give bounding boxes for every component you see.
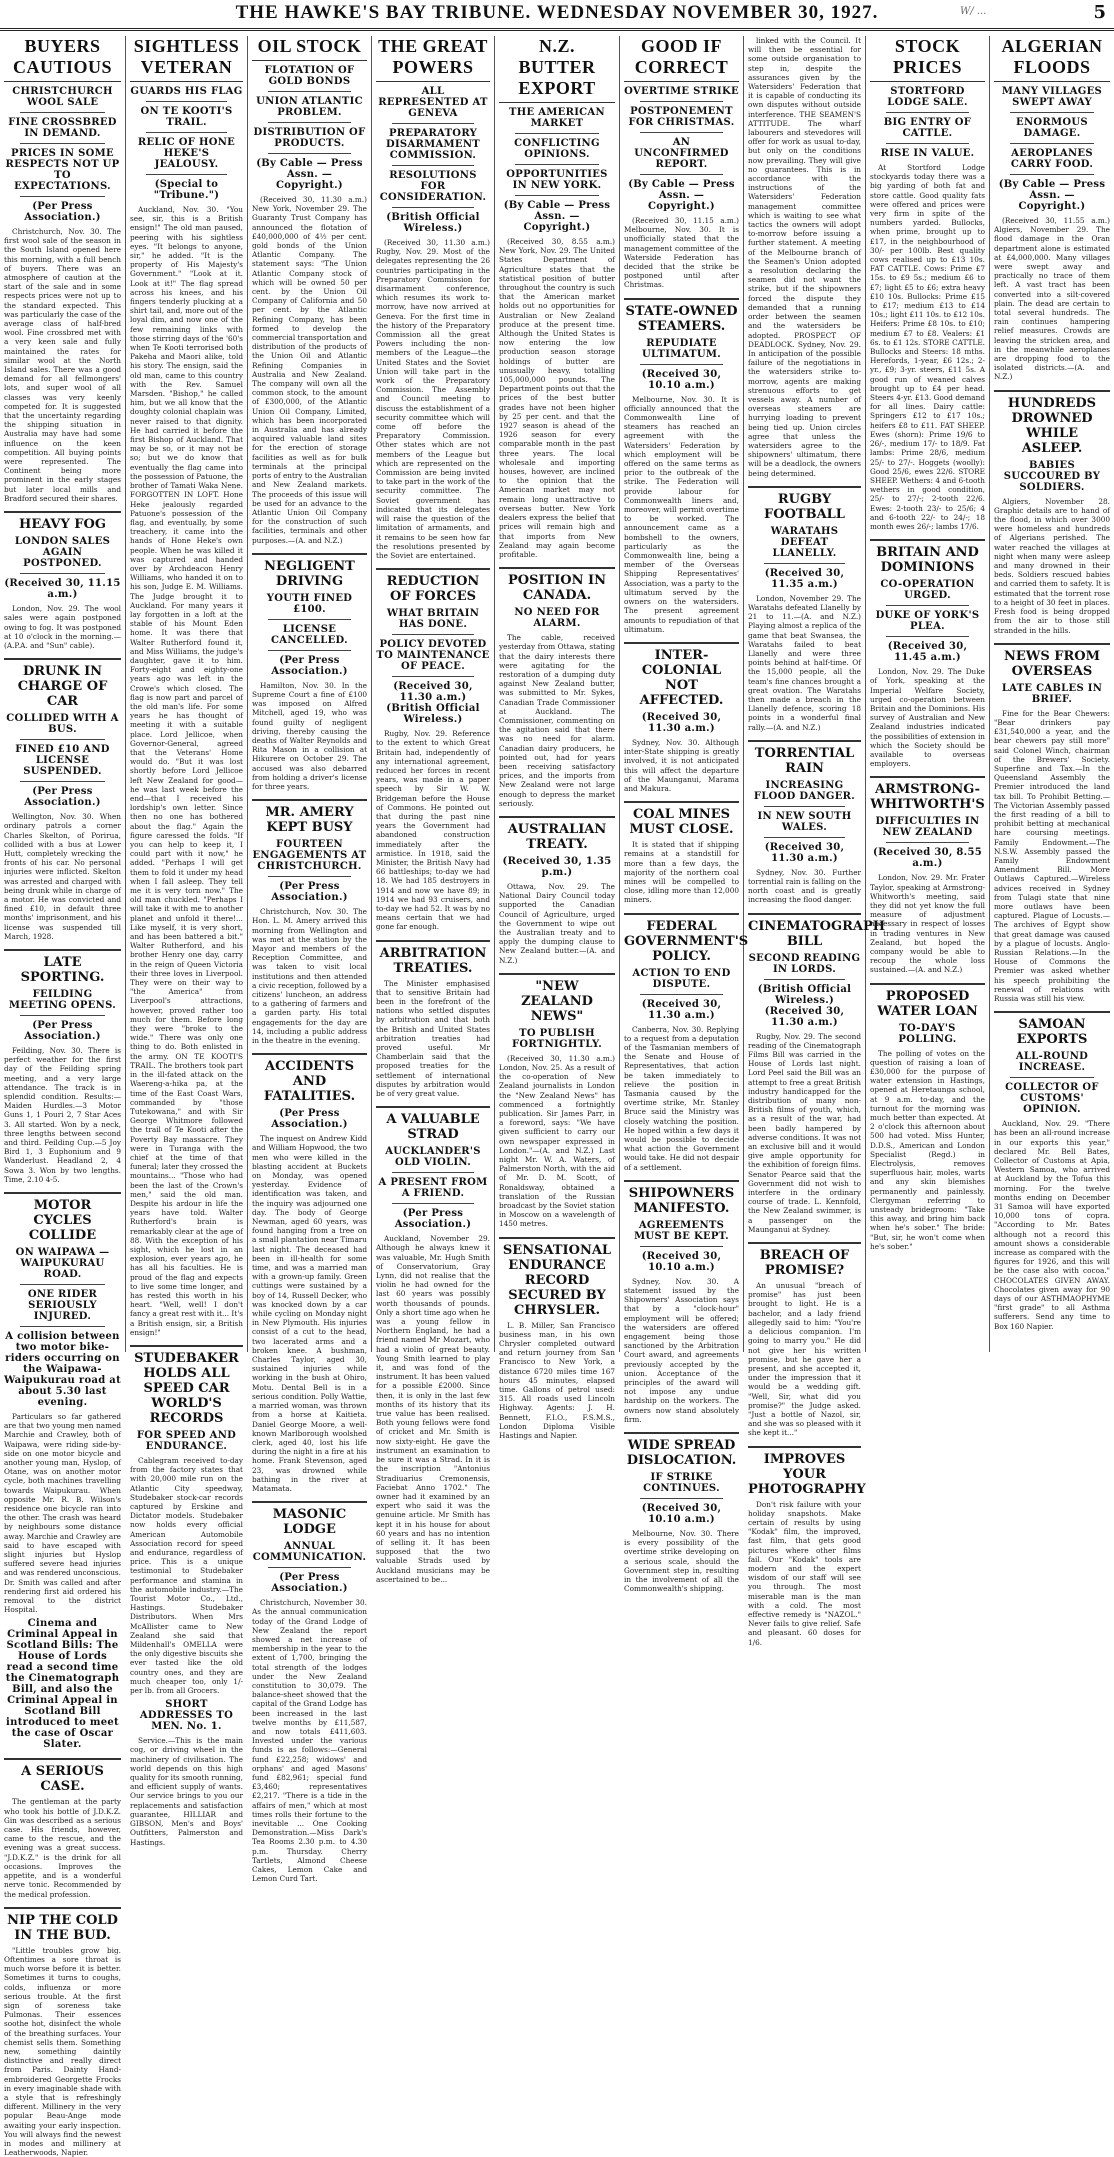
masthead-title: THE HAWKE'S BAY TRIBUNE. WEDNESDAY NOVEMBER 30, 1927. (235, 2, 879, 23)
article-subheading: BIG ENTRY OF CATTLE. (883, 117, 972, 139)
article-body: London, Nov. 29. The wool sales were again postponed owing to fog. It was postponed at 10 o'clock in the morning.—(A.P.A. and "Sun" cable). (4, 604, 121, 650)
divider (515, 195, 599, 196)
divider (268, 122, 351, 123)
article-body: Sydney, Nov. 30. Although inter-State shipping is greatly involved, it is not anticipated this will affect the departure of the Maunganui, Marama and Makura. (624, 737, 739, 793)
column-6 (620, 36, 749, 1594)
column-9 (990, 36, 1114, 1352)
article-headline: ALGERIAN FLOODS (994, 36, 1110, 82)
article-body: Ottawa, Nov. 29. The National Dairy Council today supported the Canadian Council of Agriculture, urged the Government to wipe out the Australian treaty and to apply the dumping clause to New Zealand butter.—(A. and N.Z.) (499, 881, 615, 965)
article-body: Particulars so far gathered are that two young men named Marchie and Crawley, both of Waipawa, were riding side-by-side on one motor bicycle and another young man, Hyslop, of Otane, was on another motor cycle, both machines travelling towards Waipukurau. When opposite Mr. R. B. Wilson's residence one bicycle ran into the other. The crash was heard by neighbours some distance away. Marchie and Crawley are said to have escaped with slight injuries but Hyslop suffered severe head injuries and was rendered unconscious. Dr. Smith was called and after rendering first aid ordered his removal to the district Hospital. (4, 1412, 121, 1615)
article-headline: ACCIDENTS AND FATALITIES. (252, 1053, 367, 1104)
divider (764, 806, 845, 807)
article-subheading: (Received 30, 11.30 a.m.) (641, 998, 722, 1021)
article-body: The inquest on Andrew Kidd and William Hopwood, the two men who were killed in the blasting accident at Buckets on Monday, was opened yesterday. Evidence of identification was taken, and the inquiry was adjourned one day. The body of George Newman, aged 60 years, was found hanging from a tree on a small plantation near Timaru last night. The deceased had been in ill-health for some time, and was a married man with a grown-up family. Green cuttings were sustained by a boy of 14, Russell Decker, who was knocked down by a car while cycling on Monday night in New Plymouth. His injuries consist of a cut to the head, two lacerated arms and a broken knee. A bushman, Charles Taylor, aged 30, sustained injuries while working in the bush at Ohiro, Motu. Dental Bell is in a serious condition. Polly Wattie, a married woman, was thrown from a horse at Kaitieta. Daniel George Moore, a well-known Marlborough woolshed clerk, aged 40, lost his life during the night in a fire at his home. Frank Stevenson, aged 23, was drowned while bathing in the river at Matamata. (252, 1134, 367, 1493)
article-body: (Received 30, 8.55 a.m.) New York, Nov. 29. The United States Department of Agriculture states that the statistical position of butter throughout the country is such that the American market holds out no opportunities for Australian or New Zealand produce at the present time. Although the United States is now entering the low production season storage holdings of butter are unusually heavy, totalling 105,000,000 pounds. The Department points out that the prices of the best butter grades have not been higher by 25 per cent. and that the 1927 season is ahead of the 1926 season for every comparable month in the past three years. The local wholesale and importing houses, however, are inclined to the opinion that the American market may not remain long unattractive to overseas butter. New York dealers express the belief that prices will remain high and that imports from New Zealand may again become profitable. (499, 237, 615, 559)
article-subheading: FLOTATION OF GOLD BONDS (264, 65, 355, 87)
article-subheading: (Per Press Association.) (394, 1208, 472, 1231)
article-subheading: BABIES SUCCOURED BY SOLDIERS. (1003, 459, 1101, 493)
article-body: Christchurch, November 30. As the annual communication today of the Grand Lodge of New Zealand the report showed a net increase of membership in the year to the extent of 1,700, bringing the total strength of the lodges under the New Zealand constitution to 30,079. The balance-sheet showed that the capital of the Grand Lodge has been increased in the last twelve months by £11,587, and now totals £411,603. Invested under the various funds is as follows:—General fund £22,258; widows' and orphans' and aged Masons' fund £82,961; special fund £3,460; representatives £2,217. "There is a tide in the affairs of men," which at most times rolls their fortune to the inevitable ... One Cooking Demonstration.—Miss Dark's Tea Rooms 2.30 p.m. to 4.30 p.m. Thursday. Cherry Tartlets, Almond Cheese Cakes, Lemon Cake and Lemon Curd Tart. (252, 1598, 367, 1884)
article-headline: STOCK PRICES (870, 36, 985, 82)
article-subheading: INCREASING FLOOD DANGER. (753, 779, 856, 802)
article-subheading: (By Cable — Press Assn. — Copyright.) (628, 179, 735, 212)
article-subheading: AUCKLANDER'S OLD VIOLIN. (385, 1146, 481, 1169)
article-subheading: (British Official Wireless.) (Received 30, 11.30 a.m.) (757, 983, 852, 1028)
divider (764, 563, 845, 564)
article-headline: BUYERS CAUTIOUS (4, 36, 121, 82)
article-subheading: SHORT ADDRESSES TO MEN. No. 1. (139, 1699, 234, 1733)
article-subheading: FEILDING MEETING OPENS. (8, 988, 117, 1011)
divider (392, 1203, 474, 1204)
article-body: Auckland, Nov. 29. "There has been an all-round increase in our exports this year," declared Mr. Bell Bates, Collector of Customs at Apia, Western Samoa, who arrived at Auckland by the Tofua this morning. For the twelve months ending on December 31 Samoa will have exported 10,000 tons of copra. "According to Mr. Bates although not a record this amount shows a considerable increase as compared with the figures for 1926, and this will be the case also with cocoa." CHOCOLATES GIVEN AWAY. Chocolates given away for 90 days of our ASTHMAOPHYME "first grade" to all Asthma sufferers. Send any time to Box 160 Napier. (994, 1119, 1110, 1331)
article-body: Don't risk failure with your holiday snapshots. Make certain of results by using "Kodak" film, the improved, fast film, that gets good pictures where other films fail. Our "Kodak" tools are modern and the expert wisdom of our staff will see you through. The most miserable man is the man with a cold. The most effective remedy is "NAZOL." Never fails to give relief. Safe and pleasant. 60 doses for 1/6. (748, 1499, 861, 1647)
article-subheading: LONDON SALES AGAIN POSTPONED. (14, 536, 111, 570)
article-subheading: RESOLUTIONS FOR CONSIDERATION. (379, 170, 487, 203)
divider (886, 636, 969, 637)
article-headline: TORRENTIAL RAIN (748, 740, 861, 776)
article-subheading: UNION ATLANTIC PROBLEM. (256, 96, 363, 118)
article-subheading: POSTPONEMENT FOR CHRISTMAS. (628, 106, 735, 128)
article-subheading: OVERTIME STRIKE (624, 86, 739, 97)
article-headline: N.Z. BUTTER EXPORT (499, 36, 615, 103)
article-subheading: DIFFICULTIES IN NEW ZEALAND (875, 816, 980, 839)
article-body: Feilding, Nov. 30. There is perfect weather for the first day of the Feilding spring meeting, and a very large attendance. The track is in splendid condition. Results:— Maiden Hurdles.—3 Motor Guns 1, 1 Pouri 2, 7 Star Aces 3. All started. Won by a neck, three lengths between second and third. Feilding Cup.—5 Joy Bird 1, 3 Euphonium and 9 Wanderlust. Headland 2, 4 Sowa 3. Won by two lengths. Time, 2.10 4-5. (4, 1045, 121, 1184)
article-headline: SAMOAN EXPORTS (994, 1011, 1110, 1047)
column-5 (495, 36, 620, 1441)
article-subheading: (Received 30, 11.15 a.m.) (4, 578, 121, 601)
article-body: At Stortford Lodge stockyards today there was a big yarding of both fat and store cattle. Good quality fats were offered and prices were very firm in spite of the numbers yarded. Bullocks, when prime, brought up to £17, in the neighbourhood of 30/- per 100lb. Best quality cows realised up to £13 10s. FAT CATTLE. Cows: Prime £7 15s. to £9 5s.; medium £6 to £7; light £5 to £6; extra heavy £10 10s. Bullocks: Prime £15 to £17; medium £13 to £14 10s.; light £11 10s. to £12 10s. Heifers: Prime £8 10s. to £10; medium £7 to £8. Vealers: £1 6s. to £1 12s. STORE CATTLE. Bullocks and Steers: 18 mths. Herefords, 1-year, £6 12s.; 2-yr., £9; 3-yr. steers, £11 5s. A good run of weaned calves brought up to £4 per head. Steers 4-yr. £13. Good demand for all lines. Dairy cattle: Springers £12 to £17 10s.; heifers £8 to £11. FAT SHEEP. Ewes (shorn): Prime 19/6 to 26/-, medium 17/- to 18/9. Fat lambs: Prime 28/6, medium 25/- to 27/-. Hoggets (woolly): Good 25/6, ewes 22/6. STORE SHEEP. Wethers: 4 and 6-tooth wethers in good condition, 25/- to 27/-; 2-tooth 22/6. Ewes: 2-tooth 23/- to 25/6; 4 and 6-tooth 22/- to 24/-; 18 month ewes 26/-; lambs 17/6. (870, 163, 985, 531)
article-subheading: MANY VILLAGES SWEPT AWAY (1001, 86, 1103, 108)
article-subheading: ALL REPRESENTED AT GENEVA (378, 86, 488, 119)
article-subheading: AN UNCONFIRMED REPORT. (634, 137, 729, 170)
article-subheading: CONFLICTING OPINIONS. (514, 138, 600, 160)
article-subheading: ACTION TO END DISPUTE. (632, 967, 731, 990)
divider (886, 143, 969, 144)
divider (268, 1567, 351, 1568)
divider (268, 650, 351, 651)
divider (20, 112, 105, 113)
divider (392, 207, 474, 208)
article-subheading: (Per Press Association.) (24, 786, 101, 809)
article-body: Wellington, Nov. 30. When ordinary patrols a corner Charles Skelton, of Porirua, collided with a bus at Lower Hutt, completely wrecking the fronts of his car. No personal injuries were inflicted. Skelton was arrested and charged with being drunk while in charge of a motor. He was convicted and fined £10, in default three months' imprisonment, and his license was suspended till March, 1928. (4, 812, 121, 941)
article-subheading: (Per Press Association.) (24, 1019, 101, 1042)
article-subheading: Cinema and Criminal Appeal in Scotland Bills: The House of Lords read a second time the Cinematograph Bill, and also the Criminal Appeal in Scotland Bill introduced to meet the case of Oscar Slater. (5, 1618, 120, 1751)
divider (20, 1284, 105, 1285)
article-headline: DRUNK IN CHARGE OF CAR (4, 658, 121, 709)
article-subheading: (Received 30, 10.10 a.m.) (641, 368, 722, 391)
divider (640, 174, 723, 175)
divider (640, 1246, 723, 1247)
article-body: The gentleman at the party who took his bottle of J.D.K.Z. Gin was described as a serious case. His friends, however, came to the rescue, and the evening was a great success. "J.D.K.Z." is the drink for all occasions. Improves the appetite, and is a wonderful nerve tonic. Recommended by the medical profession. (4, 1797, 121, 1899)
article-subheading: (Per Press Association.) (271, 1572, 348, 1595)
article-subheading: (Per Press Association.) (271, 881, 348, 904)
divider (20, 1326, 105, 1327)
article-subheading: WHAT BRITAIN HAS DONE. (386, 608, 480, 631)
article-headline: AUSTRALIAN TREATY. (499, 816, 615, 852)
divider (640, 364, 723, 365)
article-headline: WIDE SPREAD DISLOCATION. (624, 1432, 739, 1468)
divider (1010, 1077, 1094, 1078)
article-body: Fine for the Bear Chewers: "Bear drinkers pay £31,540,000 a year, and the bear chewers pay still more" said Colonel Winch, chairman of the Brewers' Society. Superfine and Tax.—In the Queensland Assembly the Premier introduced the land tax bill. To Prohibit Betting.—The Victorian Assembly passed the first reading of a bill to prohibit betting at mechanical hare coursing meetings. Family Endowment.—The N.S.W. Assembly passed the Family Endowment Amendment Bill. More Outlaws Captured.—Wireless advices received in Sydney from Tulagi state that nine more outlaws have been captured. Plague of Locusts.—The archives of Egypt show that great damage was caused by a plague of locusts. Anglo-Russian Relations.—In the House of Commons the Premier was asked whether his speech prohibiting the renewal of relations with Russia was still his view. (994, 708, 1110, 1003)
article-subheading: FINE CROSSBRED IN DEMAND. (8, 117, 117, 139)
article-subheading: FINED £10 AND LICENSE SUSPENDED. (15, 744, 110, 778)
page-number: 5 (1093, 2, 1106, 23)
divider (146, 174, 227, 175)
article-subheading: (Received 30, 11.30 a.m.) (British Official Wireless.) (386, 681, 480, 726)
article-body: Christchurch, Nov. 30. The first wool sale of the season in the South Island opened here this morning, with a full bench of buyers. There was an atmosphere of caution at the start of the sale and in some respects prices were not up to the standard expected. This was particularly the case of the average class of half-bred wool. Fine crossbred met with a very keen sale and fully maintained the rates for similar wool at the North Island sales. There was a good demand for all fellmongers' lots, and super wool of all classes was very keenly competed for. It is suggested that the uncertainty regarding the shipping situation in Australia may have had some influence on the keen competition. All buying points were represented. The Continent being more prominent in the early stages but later local mills and Bradford secured their shares. (4, 227, 121, 503)
article-body: Rugby, Nov. 29. The second reading of the Cinematograph Films Bill was carried in the House of Lords last night. Lord Peel said the Bill was an attempt to free a great British industry handicapped for the distribution of many non-British films of youth, which, as a result of the war, had been badly hampered by adverse conditions. It was not an exclusive bill and it would give ample opportunity for the exhibition of foreign films. Senator Pearce said that the Government did not wish to interfere in the ordinary course of trade. L. Kennfold, the New Zealand swimmer, is a passenger on the Maunganui at Sydney. (748, 1031, 861, 1234)
article-subheading: COLLIDED WITH A BUS. (6, 713, 119, 736)
article-headline: CINEMATOGRAPH BILL (748, 913, 861, 949)
article-body: Christchurch, Nov. 30. The Hon. L. M. Amery arrived this morning from Wellington and was met at the station by the Mayor and members of the Reception Committee, and was taken to visit local institutions and then attended a civic reception, followed by a citizens' luncheon, an address to a gathering of farmers and a garden party. His total engagements for the day are 14, including a public address in the theatre in the evening. (252, 907, 368, 1045)
article-body: The Minister emphasised that to sensitive Britain had been in the forefront of the nations who settled disputes by arbitration and that both the British and United States arbitration treaties had proved useful. Mr Chamberlain said that the proposed treaties for the settlement of international disputes by arbitration would be of very great value. (376, 978, 490, 1099)
article-body: Cablegram received to-day from the factory states that with 20,000 mile run on the Atlantic City speedway, Studebaker stock-car records captured by Erskine and Dictator models. Studebaker now holds every official American Automobile Association record for speed and endurance, regardless of price. This is a unique testimonial to Studebaker performance and stamina in the automobile industry.—The Tourist Motor Co., Ltd., Hastings. Studebaker Distributors. When Mrs McAllister came to New Zealand she said that Mildenhall's OMELLA were the only digestive biscuits she ever tasted like the old country ones, and they are much cheaper too, only 1/- per lb. from all Grocers. (130, 1455, 243, 1696)
divider (886, 112, 969, 113)
divider (20, 573, 105, 574)
article-body: (Received 30, 11.30 a.m.) Rugby, Nov. 29. Most of the delegates representing the 26 countries participating in the Preparatory Commission for disarmament conference, which resumes its work to-morrow, have now arrived at Geneva. For the first time in the history of the Preparatory Commission all the great Powers including the non-members of the League—the United States and the Soviet Union will take part in the work of the Preparatory Commission. The Assembly and Council meeting to discuss the establishment of a security committee which will come off before the Preparatory Commission. Other states which are not members of the League but which are represented on the Commission are being invited to take part in the work of the security committee. The Soviet government has indicated that its delegates will raise the question of the limitation of armaments, and it remains to be seen how far the resolutions presented by the Soviet are entertained. (376, 238, 490, 560)
article-headline: HUNDREDS DROWNED WHILE ASLEEP. (994, 390, 1110, 456)
column-8 (866, 36, 990, 1352)
article-subheading: SECOND READING IN LORDS. (748, 952, 861, 975)
column-3 (248, 36, 372, 1884)
article-subheading: IN NEW SOUTH WALES. (757, 810, 852, 833)
masthead (0, 0, 1114, 31)
article-headline: FEDERAL GOVERNMENT'S POLICY. (624, 913, 739, 964)
article-headline: MASONIC LODGE (252, 1501, 367, 1537)
divider (1010, 112, 1094, 113)
article-headline: STUDEBAKER HOLDS ALL SPEED CAR WORLD'S RECORDS (130, 1345, 243, 1426)
article-subheading: DUKE OF YORK'S PLEA. (875, 610, 980, 633)
article-headline: NEWS FROM OVERSEAS (994, 643, 1110, 679)
article-headline: SHIPOWNERS MANIFESTO. (624, 1180, 739, 1216)
article-headline: IMPROVES YOUR PHOTOGRAPHY (748, 1446, 861, 1497)
article-subheading: ONE RIDER SERIOUSLY INJURED. (27, 1289, 98, 1322)
article-headline: COAL MINES MUST CLOSE. (624, 801, 739, 837)
divider (764, 979, 845, 980)
article-body: L. B. Miller, San Francisco business man, in his own Chrysler completed outward and return journey from San Francisco to New York, a distance 6720 miles time 167 hours 45 minutes, elapsed time. Gallons of petrol used: 315. All roads used Lincoln Highway. Agents: J. H. Bennett, F.I.O., F.S.M.S., London Diploma Visible Hastings and Napier. (499, 1320, 615, 1441)
article-subheading: RISE IN VALUE. (880, 148, 975, 159)
article-body: An unusual "breach of promise" has just been brought to light. He is a bachelor, and a lady friend allegedly said to him: "You're a delicious companion. I'm going to marry you." He did not give her his written promise, but he gave her a present, and she accepted it, under the impression that it would be a wedding gift. "Well, Sir, what did you promise?" the Judge asked. "Just a bottle of Nazol, sir, and she was so pleased with it she kept it..." (748, 1281, 861, 1438)
article-subheading: PRICES IN SOME RESPECTS NOT UP TO EXPECTATIONS. (5, 148, 120, 192)
divider (268, 153, 351, 154)
article-subheading: (Per Press Association.) (271, 1108, 348, 1131)
article-body: (Received 30, 11.30 a.m.) London, Nov. 25. As a result of the co-operation of New Zealand journalists in London the "New Zealand News" has commenced a fortnightly publication. Sir James Parr, in a foreword, says: "We have given sufficient to carry our own newspaper expressed in London."—(A. and N.Z.) Last night Mr. W. A. Waters, of Palmerston North, with the aid of Mr. D. M. Scott, of Ronaldsway, obtained a translation of the Russian broadcast by the Soviet station in Moscow on a wavelength of 1450 metres. (499, 1053, 615, 1229)
article-subheading: WARATAHS DEFEAT LLANELLY. (770, 525, 839, 559)
article-headline: NIP THE COLD IN THE BUD. (4, 1907, 121, 1943)
article-subheading: (By Cable — Press Assn. — Copyright.) (256, 158, 363, 191)
article-subheading: (By Cable — Press Assn. — Copyright.) (503, 200, 611, 233)
article-subheading: A PRESENT FROM A FRIEND. (378, 1177, 488, 1200)
article-body: Melbourne, Nov. 30. There is every possibility of the overtime strike developing on a serious scale, should the Government step in, resulting in the involvement of all the Commonwealth's shipping. (624, 1529, 739, 1594)
article-subheading: (Received 30, 11.30 a.m.) (764, 841, 845, 864)
article-body: It is stated that if shipping remains at a standstill for more than a few days, the majority of the northern coal mines will be compelled to close, idling more than 12,000 miners. (624, 840, 739, 905)
divider (886, 842, 969, 843)
divider (764, 837, 845, 838)
divider (640, 132, 723, 133)
article-subheading: RELIC OF HONE HEKE'S JEALOUSY. (137, 137, 236, 170)
article-body: The cable, received yesterday from Ottawa, stating that the dairy interests there were agitating for the restoration of a dumping duty against New Zealand butter, was submitted to Mr. Sykes, Canadian Trade Commissioner at Auckland. The Commissioner, commenting on the agitation said that there was no need for alarm. Canadian dairy producers, he pointed out, had for years been receiving satisfactory prices, and the imports from New Zealand were not large enough to depress the market seriously. (499, 633, 615, 808)
article-subheading: ON WAIPAWA — WAIPUKURAU ROAD. (15, 1247, 110, 1280)
article-headline: LATE SPORTING. (4, 949, 121, 985)
divider (392, 634, 474, 635)
article-headline: INTER-COLONIAL NOT AFFECTED. (624, 642, 739, 708)
article-headline: PROPOSED WATER LOAN (870, 983, 985, 1019)
divider (1010, 174, 1094, 175)
article-body: Rugby, Nov. 29. Reference to the extent to which Great Britain had, independently of any international agreement, reduced her forces in recent years, was made in a paper speech by Sir W. W. Bridgeman before the House of Commons. He pointed out that during the past nine years the Government had abandoned construction immediately after the armistice. In 1918, said the Minister, the British Navy had 66 battleships; to-day we had 18. We had 185 destroyers in 1914 and now we have 89; in 1914 we had 93 cruisers, and to-day we had 52. It was by no means certain that we had gone far enough. (376, 729, 490, 932)
divider (392, 1172, 474, 1173)
article-subheading: CO-OPERATION URGED. (880, 579, 975, 602)
article-subheading: ENORMOUS DAMAGE. (1016, 117, 1088, 139)
article-body: London, Nov. 29. Mr. Frater Taylor, speaking at Armstrong-Whitworth's meeting, said they did not yet know the full measure of adjustment necessary in respect of losses in trading ventures in New Zealand, but hoped the company would be able to recoup the whole loss sustained.—(A. and N.Z.) (870, 873, 985, 975)
article-headline: HEAVY FOG (4, 511, 121, 532)
article-body: Algiers, November 28. Graphic details are to hand of the flood, in which over 3000 were homeless and hundreds of Algerians perished. The water reached the villages at night when many were asleep and many drowned in their beds. Soldiers rescued babies and carried them to safety. It is estimated that the torrent rose to a height of 30 feet in places. Fresh food is being dropped from the air to those still stranded in the hills. (994, 496, 1110, 635)
article-subheading: POLICY DEVOTED TO MAINTENANCE OF PEACE. (376, 639, 490, 673)
article-headline: REDUCTION OF FORCES (376, 568, 490, 604)
column-7 (744, 36, 886, 1647)
divider (886, 605, 969, 606)
column-1 (0, 36, 126, 2157)
article-headline: MR. AMERY KEPT BUSY (252, 799, 367, 835)
article-subheading: (Per Press Association.) (24, 201, 101, 223)
divider (515, 164, 599, 165)
article-subheading: (Received 30, 10.10 a.m.) (641, 1250, 722, 1273)
article-headline: GOOD IF CORRECT (624, 36, 739, 82)
article-subheading: IF STRIKE CONTINUES. (643, 1472, 720, 1495)
article-subheading: (Received 30, 11.30 a.m.) (641, 711, 722, 734)
article-subheading: (Received 30, 8.55 a.m.) (873, 847, 982, 870)
article-subheading: (Received 30, 10.10 a.m.) (641, 1503, 722, 1526)
article-headline: STATE-OWNED STEAMERS. (624, 298, 739, 334)
divider (1010, 143, 1094, 144)
divider (20, 739, 105, 740)
article-subheading: COLLECTOR OF CUSTOMS' OPINION. (1005, 1082, 1099, 1116)
divider (640, 101, 723, 102)
divider (20, 781, 105, 782)
article-body: Sydney, Nov. 30. Further torrential rain is falling on the north coast and is greatly increasing the flood danger. (748, 867, 861, 905)
article-subheading: AGREEMENTS MUST BE KEPT. (634, 1219, 729, 1242)
article-subheading: (Per Press Association.) (271, 654, 348, 677)
article-body: "Little troubles grow big. Oftentimes a sore throat is much worse before it is better. Sometimes it turns to coughs, colds, influenza or more serious trouble. At the first sign of soreness take Pulmonas. Their essences soothe hot, disinfect the whole of the breathing surfaces. Your chemist sells them. Something new, something daintily distinctive and really direct from Paris. Dainty Hand-embroidered Georgette Frocks in every imaginable shade with a style that is refreshingly different. Millinery in the very popular Beau-Ange mode awaiting your early inspection. You will always find the newest in modes and millinery at Leatherwoods, Napier. (4, 1945, 121, 2157)
article-subheading: DISTRIBUTION OF PRODUCTS. (253, 127, 366, 149)
article-subheading: TO-DAY'S POLLING. (898, 1022, 957, 1045)
newspaper-columns (0, 36, 1114, 2157)
article-subheading: (Received 30, 1.35 p.m.) (502, 855, 612, 878)
article-subheading: CHRISTCHURCH WOOL SALE (12, 86, 113, 108)
divider (640, 994, 723, 995)
article-headline: SENSATIONAL ENDURANCE RECORD SECURED BY CHRYSLER. (499, 1237, 615, 1318)
article-headline: POSITION IN CANADA. (499, 567, 615, 603)
divider (146, 132, 227, 133)
article-subheading: LATE CABLES IN BRIEF. (1001, 682, 1103, 705)
article-headline: A SERIOUS CASE. (4, 1758, 121, 1794)
divider (392, 165, 474, 166)
article-body: The polling of votes on the question of raising a loan of £30,000 for the purpose of water extension in Hastings, opened at Heretaunga school, at 9 a.m. to-day, and the turnout for the morning was much better than expected. At 2 o'clock this afternoon about 500 had voted. Miss Hunter, D.D.S., American and London Specialist (Regd.) in Electrolysis, removes superfluous hair, moles, warts and any skin blemishes permanently and painlessly. Clergyman referring to unsteady bridegroom: "Take this away, and bring him back when he's sober." The bride: "But, sir, he won't come when he's sober." (870, 1048, 985, 1251)
article-subheading: NO NEED FOR ALARM. (514, 607, 600, 630)
article-body: Hamilton, Nov. 30. In the Supreme Court a fine of £100 was imposed on Alfred Mitchell, aged 19, who was found guilty of negligent driving, thereby causing the deaths of Walter Reynolds and Rita Mason in a collision at Hikurere on October 29. The accused was also debarred from holding a driver's license for three years. (252, 680, 367, 791)
handwritten-scribble: W/ ... (960, 6, 987, 17)
article-body: linked with the Council. It will then be essential for some outside organisation to step in, despite the assurances given by the Watersiders' Federation that it is capable of conducting its own disputes without outside interference. THE SEAMEN'S ATTITUDE. The wharf labourers and stevedores will offer for work as usual to-day, but only on the conditions now prevailing. They will give no guarantees. This is in accordance with the instructions of the Watersiders' Federation management committee which is waiting to see what tactics the owners will adopt to-morrow before issuing a further statement. A meeting of the Melbourne branch of the Seamen's Union adopted a resolution declaring the seamen did not want the strike, but if the shipowners forced the dispute they demanded that a running order between the seamen and the watersiders be adopted. PROSPECT OF DEADLOCK. Sydney, Nov. 29. In anticipation of the possible failure of the negotiations in the watersiders strike to-morrow, agents are making strenuous efforts to get vessels away. A number of overseas steamers are hurrying loading to prevent being tied up. Union circles agree that unless the watersiders agree to the shipowners' ultimatum, there will be a deadlock, the owners being determined. (748, 36, 861, 478)
divider (146, 101, 227, 102)
article-subheading: STORTFORD LODGE SALE. (887, 86, 968, 108)
article-subheading: YOUTH FINED £100. (266, 592, 353, 615)
article-headline: SIGHTLESS VETERAN (130, 36, 243, 82)
article-headline: ARBITRATION TREATIES. (376, 940, 490, 976)
article-subheading: ALL-ROUND INCREASE. (1015, 1051, 1089, 1074)
article-subheading: (Received 30, 11.35 a.m.) (764, 567, 845, 590)
article-subheading: LICENSE CANCELLED. (271, 623, 348, 646)
article-subheading: (British Official Wireless.) (386, 212, 480, 234)
article-body: Melbourne, Nov. 30. It is officially announced that the Commonwealth Line of steamers has reached an agreement with the Watersiders' Federation by which employment will be offered on the same terms as prior to the outbreak of the strike. The Federation will provide labour for Commonwealth liners and, moreover, will permit overtime to be worked. The announcement came as a bombshell to the owners, particularly as the Commonwealth line, being a member of the Overseas Shipping Representatives' Association, was a party to the ultimatum served by the owners on the watersiders. The present agreement amounts to repudiation of that ultimatum. (624, 394, 739, 634)
article-subheading: REPUDIATE ULTIMATUM. (641, 337, 722, 360)
article-headline: RUGBY FOOTBALL (748, 486, 861, 522)
article-body: Auckland, November 29. Although he always knew it was valuable, Mr. Hugh Smith of Conservatorium, Gray Lynn, did not realise that the violin he had owned for the last 60 years was possibly worth thousands of pounds. Only a short time ago when he was a young fellow in Northern England, he had a friend named Mr Mozart, who had a violin of great beauty. Young Smith learned to play it, and was fond of the instrument. It has been valued for a possible £2000. Since then, it is only in the last few months of its history that its true value has been realised. Both young fellows were fond of cricket and Mr. Smith is now sixty-eight. He gave the instrument an examination to be sure it was a Strad. In it is the inscription "Antonius Stradiuarius Cremonensis, Faciebat Anno 1702." The owner had it examined by an expert who said it was the genuine article. Mr Smith has kept it in his house for about 60 years and has no intention of selling it. It has been supposed that the two valuable Strads used by Auckland musicians may be ascertained to be... (376, 1234, 490, 1584)
article-subheading: (Special to "Tribune.") (153, 179, 220, 201)
divider (20, 143, 105, 144)
article-body: (Received 30, 11.15 a.m.) Melbourne, Nov. 30. It is unofficially stated that the management committee of the Waterside Federation has decided that the strike be postponed until after Christmas. (624, 216, 739, 290)
divider (268, 91, 351, 92)
article-subheading: A collision between two motor bike-riders occurring on the Waipawa-Waipukurau road at about 5.30 last evening. (4, 1331, 121, 1408)
divider (20, 1015, 105, 1016)
article-headline: OIL STOCK (252, 36, 367, 61)
column-2 (126, 36, 248, 1847)
article-body: Service.—This is the main cog, or driving wheel in the machinery of civilisation. The world depends on this high quality for its smooth running, and efficient supply of wants. Our service brings to you our replacements and satisfaction guarantee, HILLIAR and GIBSON, Men's and Boys' Outfitters, Palmerston and Hastings. (130, 1736, 244, 1847)
divider (268, 876, 351, 877)
divider (515, 133, 599, 134)
article-body: Sydney, Nov. 30. A statement issued by the Shipowners' Association says that by a "clock-hour" employment will be offered; the watersiders are offered engagement being those sanctioned by the Arbitration Court award, and agreements previously accepted by the union. Acceptance of the principles of the award will not impose any undue hardship on the workers. The owners now stand absolutely firm. (624, 1276, 739, 1424)
article-body: (Received 30, 11.55 a.m.) Algiers, November 29. The flood damage in the Oran department alone is estimated at £4,000,000. Many villages were swept away and practically no trace of them left. A vast tract has been converted into a silt-covered plain. The dead are certain to total several hundreds. The rain continues hampering relief measures. Crowds are leaving the stricken area, and in the meanwhile aeroplanes are dropping food to the isolated districts.—(A. and N.Z.) (994, 216, 1110, 382)
article-body: Canberra, Nov. 30. Replying to a request from a deputation of the Tasmanian members of the Senate and House of Representatives, that action be taken immediately to relieve the position in Tasmania caused by the overtime strike, Mr. Stanley Bruce said the Ministry was closely watching the position. He hoped within a few days it would be possible to decide what action the Government would take. He did not despair of a settlement. (624, 1024, 739, 1172)
article-subheading: FOR SPEED AND ENDURANCE. (136, 1429, 237, 1452)
article-subheading: GUARDS HIS FLAG (130, 86, 243, 97)
article-subheading: ANNUAL COMMUNICATION. (252, 1541, 367, 1564)
article-headline: "NEW ZEALAND NEWS" (499, 973, 615, 1024)
article-subheading: (By Cable — Press Assn. — Copyright.) (998, 179, 1106, 212)
column-4 (372, 36, 495, 1584)
article-headline: NEGLIGENT DRIVING (252, 553, 367, 589)
article-headline: BRITAIN AND DOMINIONS (870, 539, 985, 575)
divider (268, 619, 351, 620)
article-body: London, Nov. 29. The Duke of York, speaking at the Imperial Welfare Society, urged co-operation between Britain and the Dominions. His survey of Australian and New Zealand industries indicated the possibilities of extension in which the Society should be available to overseas employers. (870, 667, 985, 769)
article-subheading: (Received 30, 11.45 a.m.) (887, 641, 968, 664)
article-subheading: THE AMERICAN MARKET (509, 107, 605, 129)
divider (392, 123, 474, 124)
article-subheading: OPPORTUNITIES IN NEW YORK. (506, 169, 608, 191)
article-body: (Received 30, 11.30 a.m.) New York, November 29. The Guaranty Trust Company has announced the flotation of £40,000,000 of 4½ per cent. gold bonds of the Union Atlantic Company. The statement says: "The Union Atlantic Company stock of which will be owned 50 per cent. by the Union Oil Company of California and 50 per cent. by the Atlantic Refining Company, has been formed to develop the commercial transportation and distribution of the products of the Union Oil and Atlantic Refining Companies in Australia and New Zealand. The company will own all the common stock, to the amount of £300,000, of the Atlantic Union Oil Company, Limited, which has been incorporated in Australia and has already acquired valuable land sites for the erection of storage facilities as well as for bulk terminals at the principal ports of entry to the Australian and New Zealand markets. The proceeds of this issue will be used for an advance to the Atlantic Union Oil Company for the construction of such facilities, terminals and other purposes.—(A. and N.Z.) (252, 195, 367, 545)
article-headline: THE GREAT POWERS (376, 36, 490, 82)
article-subheading: FOURTEEN ENGAGEMENTS AT CHRISTCHURCH. (252, 839, 367, 873)
article-subheading: ON TE KOOTI'S TRAIL. (140, 106, 233, 128)
article-headline: ARMSTRONG-WHITWORTH'S (870, 776, 985, 812)
article-headline: MOTOR CYCLES COLLIDE (4, 1192, 121, 1243)
divider (640, 1498, 723, 1499)
article-headline: BREACH OF PROMISE? (748, 1242, 861, 1278)
article-subheading: TO PUBLISH FORTNIGHTLY. (512, 1027, 602, 1050)
divider (392, 676, 474, 677)
article-subheading: AEROPLANES CARRY FOOD. (1010, 148, 1094, 170)
article-body: Auckland, Nov. 30. "You see, sir, this is a British ensign!" The old man paused, peering with his sightless eyes. "It belongs to anyone, sir," he added. "It is the property of His Majesty's Government." "Look at it. Look at it!" The flag spread across his knees, and his fingers tenderly plucking at a shirt tail, and, more out of the loyal dim, and now one of the few remaining links with those stirring days of the '60's when Te Kooti terrorised both Pakeha and Maori alike, told his story. The ensign, said the old man, came to this country with the Rev. Samuel Marsden. "Bishop," he called him, but we all know that the doughty colonial chaplain was never raised to that dignity. He had carried it before the first Bishop of Auckland. That may be so, or it may not be so; but we do know that eventually the flag came into the possession of Patuone, the brother of Tamati Waka Nene. FORGOTTEN IN LOFT. Hone Heke jealously regarded Patuone's possession of the flag, and eventually, by some treachery, it came into the hands of Hone Heke's own people. When he was killed it was captured and handed over by Archdeacon Henry Williams, who handed it on to his son, Judge E. M. Williams. The Judge brought it to Auckland. For many years it lay forgotten in a loft at the stable of his Mount Eden home. It was there that Walter Rutherford found it, and Miss Williams, the judge's daughter, gave it to him. Forty-eight and eighty-one years ago was left in the Crowe's which closed. The flag is now part and parcel of the old man's life. For some years he has thought of meeting it with a suitable place. Lord Jellicoe, when Governor-General, agreed that the Veterans' Home would do. "But it was lost shortly before Lord Jellicoe left New Zealand for good—he was last week before the end—that I received his lordship's own letter. Since then no one has bothered about the flag." Again the figure caressed the folds. "If you can help to keep it, I could part with it now," he added. "Perhaps I will get them to fold it under my head when I fall asleep. They tell me it is very torn now." The old man chuckled. "Perhaps I will take it with me to another planet and unfold it there!... Like myself, it is very short, and has been battered a bit." Walter Rutherford, and his brother Henry one day, carry in the reign of Queen Victoria their three loves in Liverpool. They were on their way to "the America" from Liverpool's attractions, however, proved rather too much for them. Before long they were "broke to the wide." There was only one thing to do. Both enlisted in the army. ON TE KOOTI'S TRAIL. The brothers took part in the ill-fated attack on the Waereng-a-hika pa, at the time of the East Coast Wars, commanded by "those Tutekowana," and with Sir George Whitmore followed the trail of Te Kooti after the Poverty Bay massacre. They were in Turanga with the chief at the time of that funeral; later they crossed the mountains... "Those who had been the last of the Crown's men," said the old man. Despite his ardour in life the years have told. Walter Rutherford's brain is remarkably clear at the age of 88. With the exception of his sight, which he lost in an explosion, ever years ago, he has all his faculties. He is proud of the flag and expects to live some time longer, and has rested this worth in his heart. "Well, well! I don't fancy a great rest with it... It's a British ensign, sir, a British ensign!" (130, 205, 243, 1337)
article-subheading: PREPARATORY DISARMAMENT COMMISSION. (385, 128, 481, 161)
article-body: London, November 29. The Waratahs defeated Llanelly by 21 to 11.—(A. and N.Z.) Playing almost a replica of the game that beat Swansea, the Waratahs failed to beat Llanelly and were three points behind at half-time. Of the 15,000 people, all the team's fine chances brought a great ovation. The Waratahs then made a breach in the Llanelly defence, scoring 18 points in a wonderful final rally.—(A. and N.Z.) (748, 593, 861, 732)
divider (20, 196, 105, 197)
article-headline: A VALUABLE STRAD (376, 1106, 490, 1142)
